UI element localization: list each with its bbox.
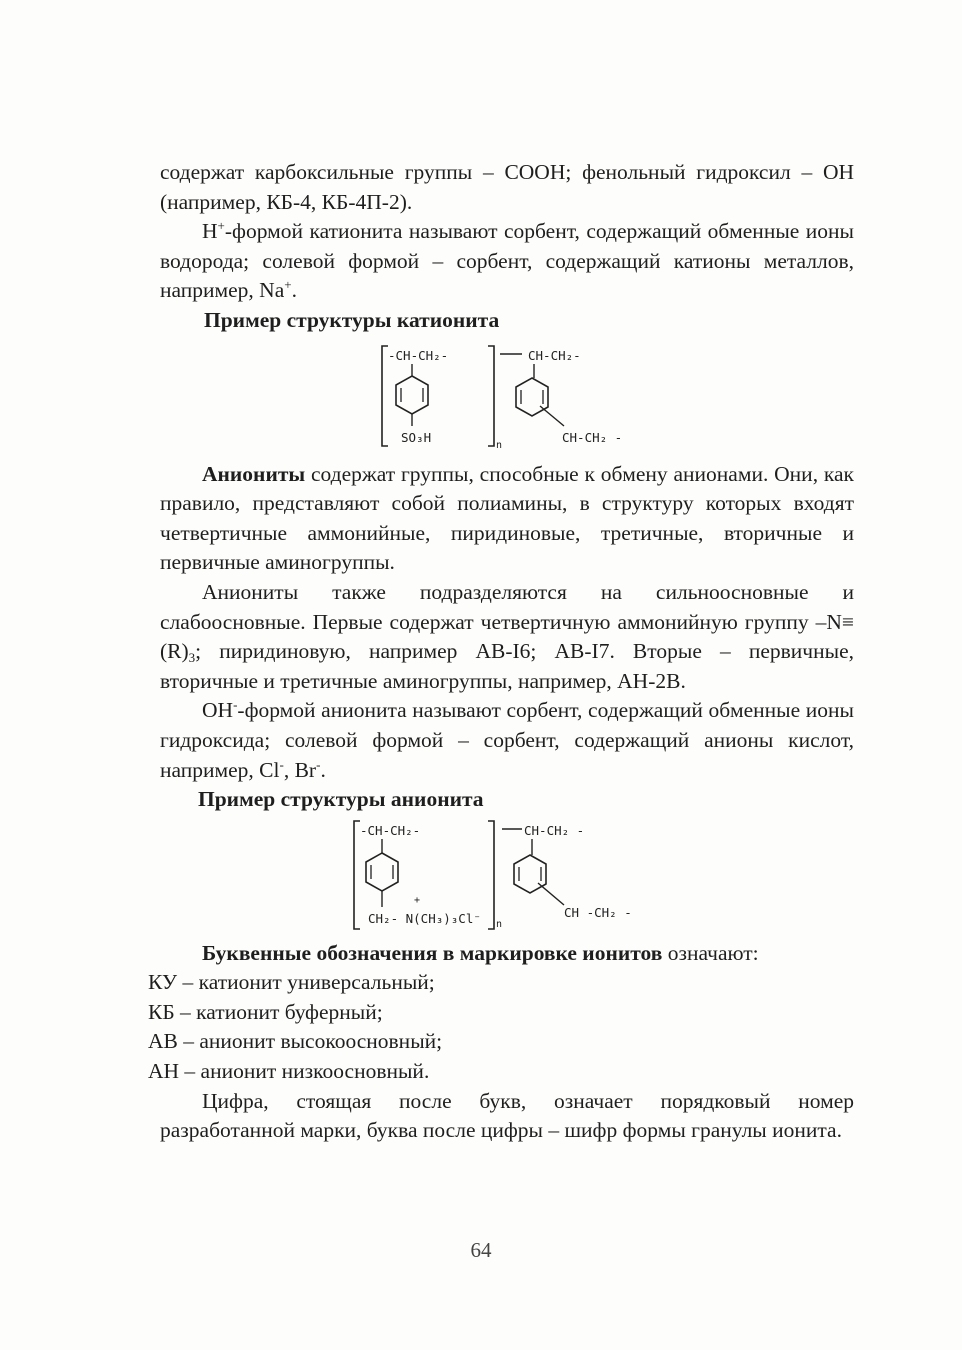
oh-symbol: ОН: [202, 698, 234, 723]
list-item: АВ – анионит высокоосновный;: [148, 1029, 443, 1054]
anion-n-label: n: [496, 918, 503, 930]
designation-list: [148, 968, 854, 1086]
list-item: КУ – катионит универсальный;: [148, 970, 435, 995]
paragraph-carboxyl: содержат карбоксильные группы – СООН; фенольный гидроксил – ОН (например, КБ-4, КБ-4П-2).: [160, 160, 854, 214]
h-charge: +: [217, 218, 225, 234]
paragraph-anionites: [160, 460, 854, 578]
anion-left-top-label: -CH-CH₂-: [360, 822, 421, 838]
page-number: 64: [470, 1238, 492, 1262]
list-item: АН – анионит низкоосновный.: [148, 1059, 430, 1084]
anion-bracket-close: [488, 821, 494, 929]
paragraph-anionite-types: [160, 578, 854, 696]
anion-plus-charge: +: [414, 894, 421, 906]
oh-form-text: -формой анионита называют сорбент, содержащий обменные ионы гидроксида; солевой формой – сорбент, содержащий анионы кислот, например, Cl: [160, 698, 854, 782]
anionites-text: содержат группы, способные к обмену анионами. Они, как правило, представляют собой полиамины, в структуру которых входят четвертичные аммонийные, пиридиновые, третичные, вторичные и первичные аминогруппы.: [160, 461, 854, 575]
term-anionites: Аниониты: [202, 461, 306, 486]
h-symbol: Н: [202, 219, 218, 244]
designations-text: означают:: [662, 940, 759, 965]
paragraph-oh-form: [160, 696, 854, 785]
anion-amine-label: CH₂- N(CH₃)₃Cl⁻: [368, 910, 481, 926]
heading-anion-structure: Пример структуры анионита: [198, 787, 484, 812]
left-bracket-close: [488, 346, 494, 446]
anion-right-top-label: CH-CH₂ -: [524, 822, 585, 838]
h-form-end: .: [291, 278, 297, 303]
anion-structure-diagram: [160, 817, 854, 935]
cation-left-top-label: -CH-CH₂-: [388, 347, 449, 363]
br-symbol: , Br: [283, 757, 317, 782]
paragraph-digits: Цифра, стоящая после букв, означает порядковый номер разработанной марки, буква после цифры – шифр формы гранулы ионита.: [160, 1088, 854, 1143]
oh-form-end: .: [320, 757, 326, 782]
h-form-text: -формой катионита называют сорбент, содержащий обменные ионы водорода; солевой формой – сорбент, содержащий катионы металлов, например, Na: [160, 219, 854, 303]
cation-right-bottom-label: CH-CH₂ -: [562, 429, 623, 445]
cation-right-top-label: CH-CH₂-: [528, 347, 581, 363]
paragraph-h-form: [160, 217, 854, 306]
page-body: [148, 158, 854, 1146]
r3-subscript: 3: [188, 650, 196, 666]
cl-charge: -: [279, 756, 284, 772]
list-item: КБ – катионит буферный;: [148, 999, 383, 1024]
cation-n-label: n: [496, 439, 503, 451]
term-designations: Буквенные обозначения в маркировке ионитов: [202, 940, 663, 965]
anionite-types-text-b: ; пиридиновую, например АВ-I6; АВ-I7. Вторые – первичные, вторичные и третичные аминогруппы, например, АН-2В.: [160, 639, 854, 693]
br-charge: -: [316, 756, 321, 772]
cation-sulfo-label: SO₃H: [401, 429, 432, 445]
cation-structure-diagram: [160, 338, 854, 456]
anion-right-bottom-label: CH -CH₂ -: [564, 904, 632, 920]
na-charge: +: [284, 277, 292, 293]
paragraph-designations: [160, 939, 854, 969]
oh-charge: -: [233, 697, 238, 713]
heading-cation-structure: Пример структуры катионита: [204, 307, 500, 332]
anionite-types-text-a: Аниониты также подразделяются на сильноосновные и слабоосновные. Первые содержат четвертичную аммонийную группу –N≡ (R): [160, 579, 854, 664]
